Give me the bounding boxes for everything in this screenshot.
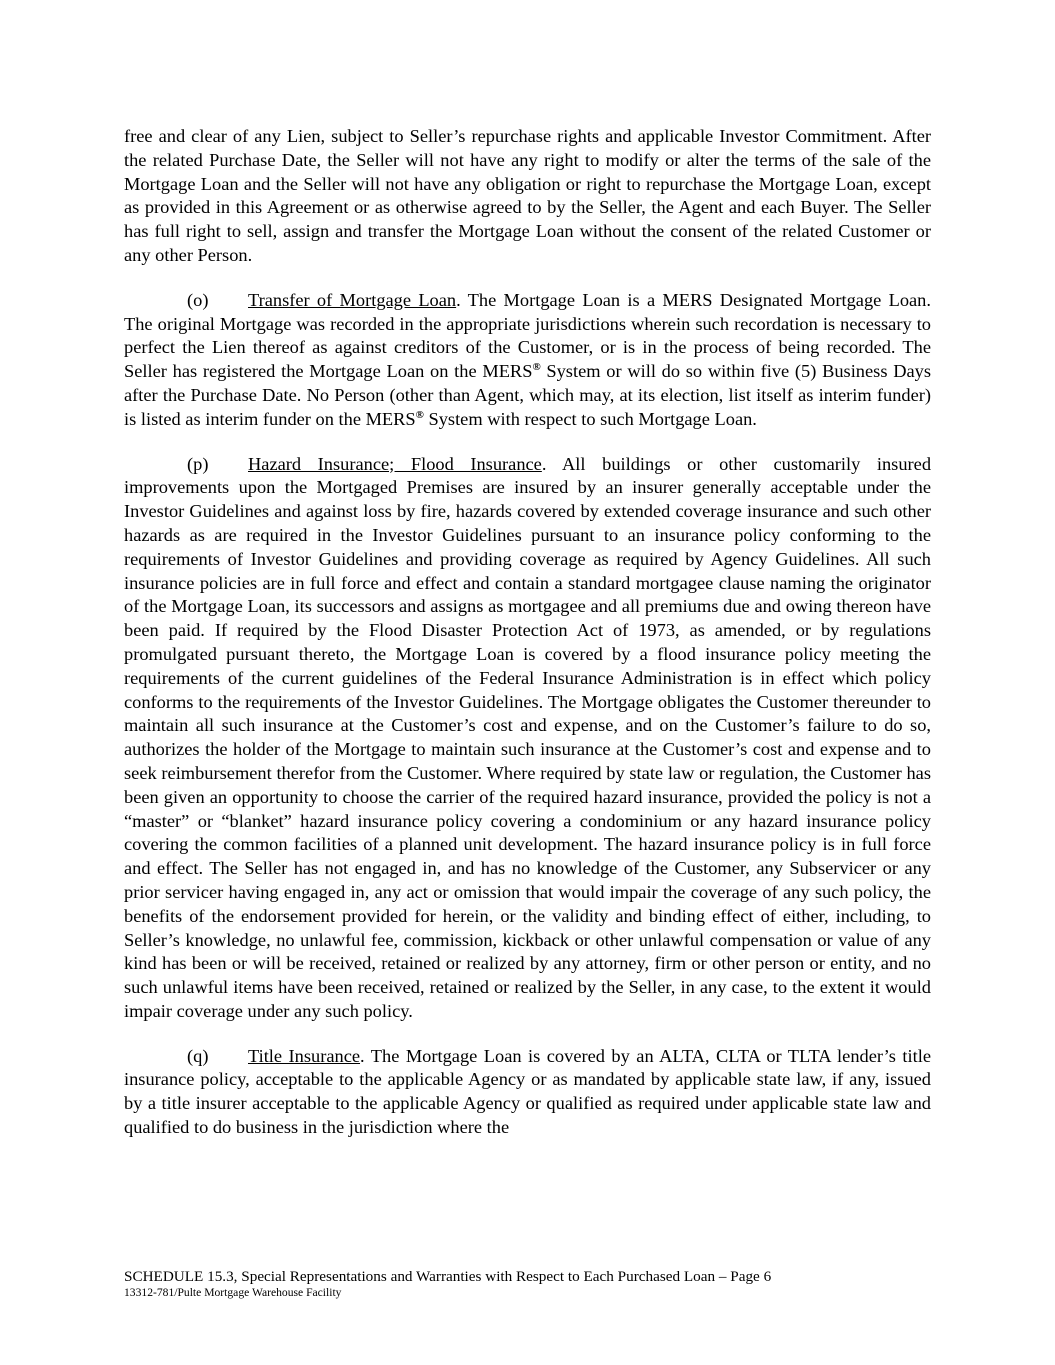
section-o-text-1: . The Mortgage Loan is a MERS Designated Mortgage Loan. The original Mortgage was recorded in the appropriate jurisdictions wherein such recordation is necessary to perfect the Lien thereof as against creditors of the Customer, or is in the process of being recorded. The Seller has registered the Mortgage Loan on the MERS (124, 289, 931, 382)
paragraph-continuation (124, 125, 931, 268)
section-q-marker: (q) (187, 1045, 209, 1066)
page-footer (124, 1268, 931, 1300)
section-o-marker: (o) (187, 289, 209, 310)
paragraph-continuation-text: free and clear of any Lien, subject to Seller’s repurchase rights and applicable Investor Commitment. After the related Purchase Date, the Seller will not have any right to modify or alter the terms of the sale of the Mortgage Loan and the Seller will not have any obligation or right to repurchase the Mortgage Loan, except as provided in this Agreement or as otherwise agreed to by the Seller, the Agent and each Buyer. The Seller has full right to sell, assign and transfer the Mortgage Loan without the consent of the related Customer or any other Person. (124, 126, 931, 265)
section-p-paragraph (124, 453, 931, 1024)
registered-mark: ® (415, 408, 424, 421)
section-q-text: . The Mortgage Loan is covered by an ALTA, CLTA or TLTA lender’s title insurance policy, acceptable to the applicable Agency or as mandated by applicable state law, if any, issued by a title insurer acceptable to the applicable Agency or qualified as required under applicable state law and qualified to do business in the jurisdiction where the (124, 1045, 932, 1138)
section-q-paragraph (124, 1045, 931, 1140)
registered-mark: ® (532, 361, 541, 374)
section-o-paragraph (124, 289, 931, 432)
footer-document-id: 13312-781/Pulte Mortgage Warehouse Facility (124, 1286, 342, 1299)
footer-schedule-title: SCHEDULE 15.3, Special Representations and Warranties with Respect to Each Purchased Loan – Page 6 (124, 1268, 772, 1285)
section-o-text-3: System with respect to such Mortgage Loan. (423, 408, 757, 429)
section-p-marker: (p) (187, 453, 209, 474)
section-p-text: . All buildings or other customarily insured improvements upon the Mortgaged Premises are insured by an insurer generally acceptable under the Investor Guidelines and against loss by fire, hazards covered by extended coverage insurance and such other hazards as are required in the Investor Guidelines pursuant to an insurance policy conforming to the requirements of Investor Guidelines and providing coverage as required by Agency Guidelines. All such insurance policies are in full force and effect and contain a standard mortgagee clause naming the originator of the Mortgage Loan, its successors and assigns as mortgagee and all premiums due and owing thereon have been paid. If required by the Flood Disaster Protection Act of 1973, as amended, or by regulations promulgated pursuant thereto, the Mortgage Loan is covered by a flood insurance policy meeting the requirements of the current guidelines of the Federal Insurance Administration is in effect which policy conforms to the requirements of the Investor Guidelines. The Mortgage obligates the Customer thereunder to maintain all such insurance at the Customer’s cost and expense, and on the Customer’s failure to do so, authorizes the holder of the Mortgage to maintain such insurance at the Customer’s cost and expense and to seek reimbursement therefor from the Customer. Where required by state law or regulation, the Customer has been given an opportunity to choose the carrier of the required hazard insurance, provided the policy is not a “master” or “blanket” hazard insurance policy covering a condominium or any hazard insurance policy covering the common facilities of a planned unit development. The hazard insurance policy is in full force and effect. The Seller has not engaged in, and has no knowledge of the Customer, any Subservicer or any prior servicer having engaged in, any act or omission that would impair the coverage of any such policy, the benefits of the endorsement provided for herein, or the validity and binding effect of either, including, to Seller’s knowledge, no unlawful fee, commission, kickback or other unlawful compensation or value of any kind has been or will be received, retained or realized by any attorney, firm or other person or entity, and no such unlawful items have been received, retained or realized by the Seller, in any case, to the extent it would impair coverage under any such policy. (124, 453, 932, 1021)
section-p-heading: Hazard Insurance; Flood Insurance (248, 453, 542, 474)
section-q-heading: Title Insurance (248, 1045, 361, 1066)
document-body (124, 125, 931, 1161)
section-o-text-2: System or will do so within five (5) Business Days after the Purchase Date. No Person (other than Agent, which may, at its election, list itself as interim funder) is listed as interim funder on the MERS (124, 361, 931, 429)
section-o-heading: Transfer of Mortgage Loan (248, 289, 457, 310)
